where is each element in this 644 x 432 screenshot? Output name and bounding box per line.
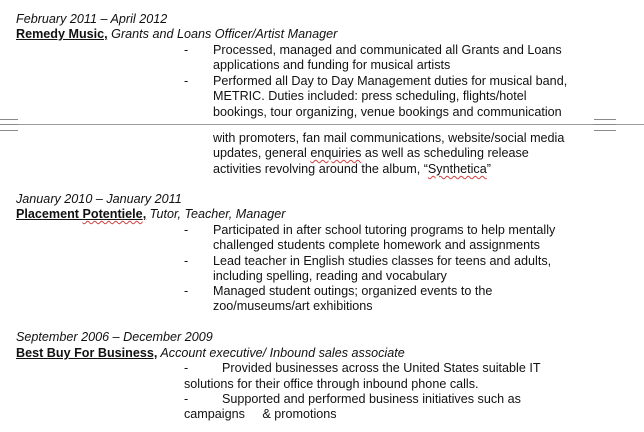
text-run: ”: [486, 162, 491, 176]
company-name-part: Placement: [16, 207, 83, 221]
spellcheck-word[interactable]: Synthetica: [427, 162, 487, 176]
bullet-dash: -: [184, 74, 189, 88]
bullet-dash: -: [184, 223, 189, 237]
bullet-dash: -: [184, 254, 189, 268]
bullet-line: METRIC. Duties included: press scheduling, flights/hotel: [213, 89, 527, 103]
bullet-line: Processed, managed and communicated all Grants and Loans: [213, 43, 562, 57]
company-name: Best Buy For Business,: [16, 346, 158, 360]
text-run: updates, general: [213, 146, 311, 160]
bullet-line: Provided businesses across the United States suitable IT: [222, 361, 541, 375]
bullet-line: with promoters, fan mail communications, website/social media: [213, 131, 565, 145]
bullet-line: campaigns & promotions: [184, 407, 337, 421]
bullet-line: challenged students complete homework and assignments: [213, 238, 540, 252]
bullet-line: [213, 162, 491, 177]
spellcheck-word[interactable]: enquiries: [310, 146, 362, 160]
bullet-line: [213, 146, 529, 161]
company-name: [16, 207, 146, 221]
bullet-line: bookings, tour organizing, venue bookings and communication: [213, 105, 562, 119]
bullet-dash: -: [184, 392, 189, 406]
bullet-line: applications and funding for musical artists: [213, 58, 451, 72]
bullet-line: Supported and performed business initiatives such as: [222, 392, 521, 406]
company-name: Remedy Music,: [16, 27, 108, 41]
job-role: Account executive/ Inbound sales associate: [157, 346, 405, 360]
job-heading: [16, 207, 286, 222]
job-dates: February 2011 – April 2012: [16, 12, 168, 26]
job-role: Tutor, Teacher, Manager: [146, 207, 286, 221]
bullet-line: Lead teacher in English studies classes for teens and adults,: [213, 254, 552, 268]
left-margin-marker[interactable]: [0, 119, 18, 131]
bullet-dash: -: [184, 43, 189, 57]
job-heading: [16, 346, 405, 361]
text-run: as well as scheduling release: [361, 146, 529, 160]
job-dates: January 2010 – January 2011: [16, 192, 182, 206]
company-name-part: ,: [142, 207, 147, 221]
bullet-line: including spelling, reading and vocabulary: [213, 269, 447, 283]
bullet-dash: -: [184, 284, 189, 298]
bullet-line: solutions for their office through inbound phone calls.: [184, 377, 479, 391]
page-break-separator: [0, 124, 644, 125]
job-role: Grants and Loans Officer/Artist Manager: [107, 27, 338, 41]
job-heading: [16, 27, 337, 42]
bullet-line: Performed all Day to Day Management duties for musical band,: [213, 74, 568, 88]
right-margin-marker[interactable]: [594, 119, 616, 131]
bullet-line: Participated in after school tutoring programs to help mentally: [213, 223, 556, 237]
spellcheck-word[interactable]: Potentiele: [82, 207, 143, 221]
job-dates: September 2006 – December 2009: [16, 330, 213, 344]
bullet-line: zoo/museums/art exhibitions: [213, 299, 373, 313]
text-run: activities revolving around the album, “: [213, 162, 428, 176]
bullet-dash: -: [184, 361, 189, 375]
bullet-line: Managed student outings; organized events to the: [213, 284, 493, 298]
